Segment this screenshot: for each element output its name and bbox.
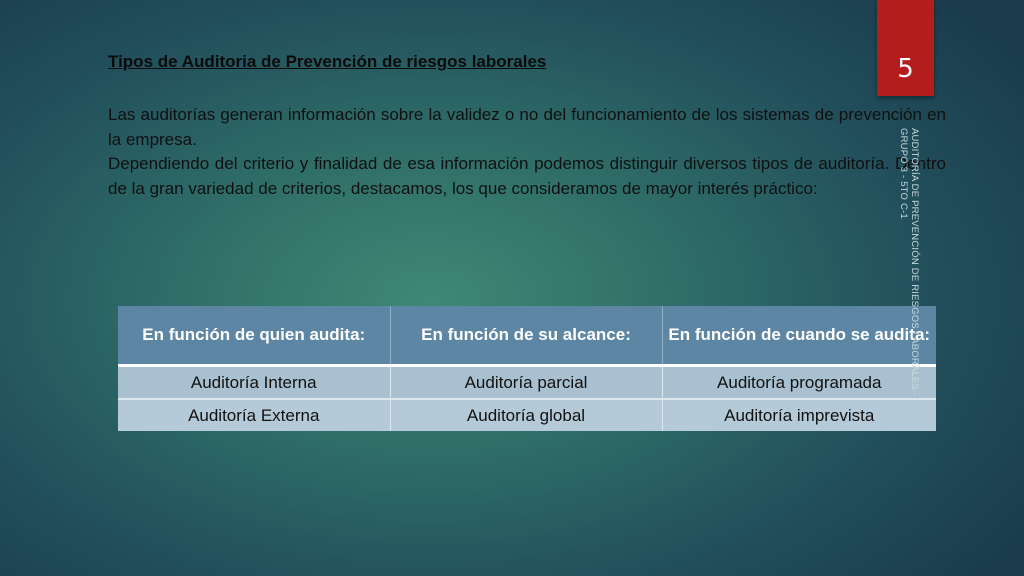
table-header-row [118, 306, 936, 366]
paragraph-1: Las auditorías generan información sobre la validez o no del funcionamiento de los sistemas de prevención en la empresa. [108, 105, 946, 149]
footer-line-2: GRUPO 3 - 5TO C-1 [898, 128, 909, 219]
table-cell: Auditoría global [390, 399, 662, 431]
table-cell: Auditoría Interna [118, 366, 390, 400]
table-row [118, 399, 936, 431]
audit-types-table [118, 306, 936, 431]
header-cuando-audita: En función de cuando se audita: [662, 306, 936, 366]
table-cell: Auditoría imprevista [662, 399, 936, 431]
table-cell: Auditoría programada [662, 366, 936, 400]
header-alcance: En función de su alcance: [390, 306, 662, 366]
table-cell: Auditoría parcial [390, 366, 662, 400]
body-text [108, 103, 946, 201]
slide-number-box [877, 0, 934, 96]
table-row [118, 366, 936, 400]
table-cell: Auditoría Externa [118, 399, 390, 431]
page-title: Tipos de Auditoria de Prevención de riesgos laborales [108, 52, 547, 71]
header-quien-audita: En función de quien audita: [118, 306, 390, 366]
paragraph-2: Dependiendo del criterio y finalidad de esa información podemos distinguir diversos tipos de auditoría. Dentro de la gran variedad de criterios, destacamos, los que consideramos de mayor interés práctico: [108, 154, 946, 198]
vertical-footer-text [898, 128, 920, 396]
slide-number: 5 [897, 54, 914, 84]
footer-line-1: AUDITORÍA DE PREVENCIÓN DE RIESGOS LABORALES - [909, 128, 920, 397]
